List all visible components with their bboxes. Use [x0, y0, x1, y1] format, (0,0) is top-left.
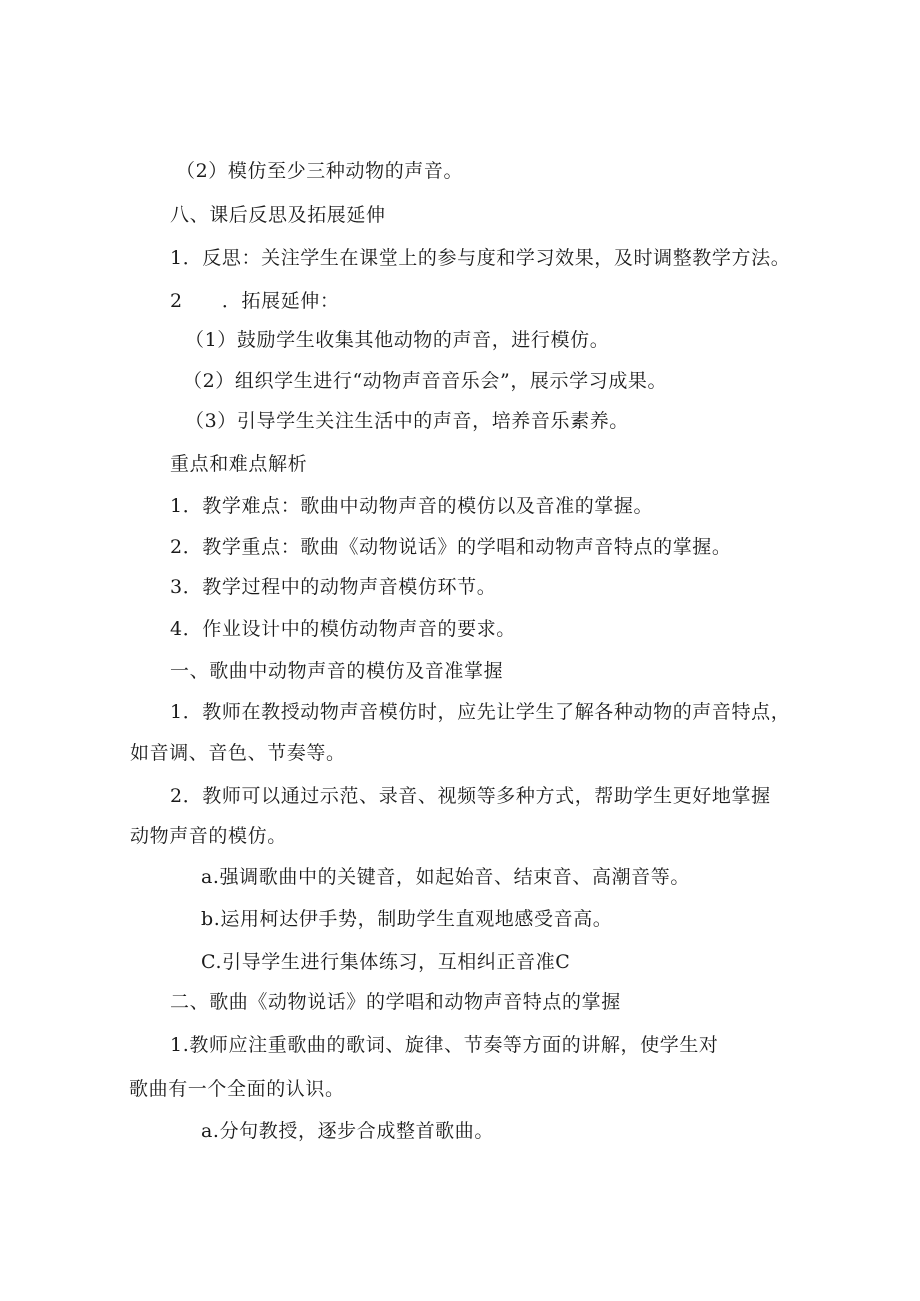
- text-line: 2．教学重点：歌曲《动物说话》的学唱和动物声音特点的掌握。: [170, 536, 732, 558]
- text-line: （2）组织学生进行“动物声音音乐会”，展示学习成果。: [183, 370, 668, 392]
- text-line: 动物声音的模仿。: [130, 825, 287, 847]
- text-line: （1）鼓励学生收集其他动物的声音，进行模仿。: [185, 329, 610, 351]
- text-line: 歌曲有一个全面的认识。: [129, 1078, 345, 1100]
- text-line: 2 ．拓展延伸：: [170, 290, 340, 312]
- text-line: 1．反思：关注学生在课堂上的参与度和学习效果，及时调整教学方法。: [170, 247, 791, 269]
- text-line: （3）引导学生关注生活中的声音，培养音乐素养。: [185, 410, 629, 432]
- text-line: 3．教学过程中的动物声音模仿环节。: [170, 576, 497, 598]
- section-heading: 重点和难点解析: [170, 453, 308, 475]
- section-heading: 二、歌曲《动物说话》的学唱和动物声音特点的掌握: [170, 991, 621, 1013]
- text-line: a.强调歌曲中的关键音，如起始音、结束音、高潮音等。: [201, 866, 690, 888]
- text-line: 1．教学难点：歌曲中动物声音的模仿以及音准的掌握。: [170, 495, 654, 517]
- text-line: a.分句教授，逐步合成整首歌曲。: [201, 1120, 494, 1142]
- text-line: 如音调、音色、节奏等。: [130, 742, 346, 764]
- text-line: 1．教师在教授动物声音模仿时，应先让学生了解各种动物的声音特点，: [170, 701, 791, 723]
- text-line: 4．作业设计中的模仿动物声音的要求。: [170, 618, 516, 640]
- text-line: C.引导学生进行集体练习，互相纠正音准C: [201, 951, 571, 973]
- text-line: 2．教师可以通过示范、录音、视频等多种方式，帮助学生更好地掌握: [170, 785, 771, 807]
- text-line: b.运用柯达伊手势，制助学生直观地感受音高。: [201, 908, 613, 930]
- section-heading: 一、歌曲中动物声音的模仿及音准掌握: [170, 660, 504, 682]
- section-heading: 八、课后反思及拓展延伸: [170, 204, 386, 226]
- text-line: 1.教师应注重歌曲的歌词、旋律、节奏等方面的讲解，使学生对: [170, 1034, 719, 1056]
- text-line: （2）模仿至少三种动物的声音。: [176, 160, 464, 182]
